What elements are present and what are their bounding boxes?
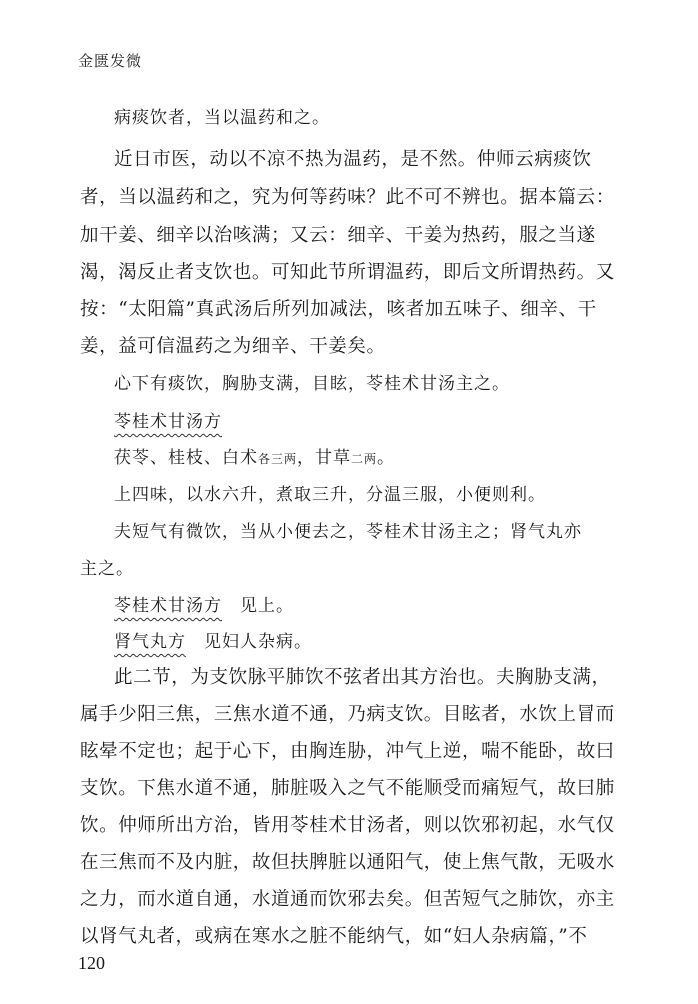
text-line: 在三焦而不及内脏，故但扶脾脏以通阳气，使上焦气散，无吸水 [80, 852, 615, 873]
text-line: 姜，益可信温药之为细辛、干姜矣。 [80, 336, 386, 357]
text-line: 支饮。下焦水道不通，肺脏吸入之气不能顺受而痛短气，故曰肺 [80, 778, 615, 799]
text-line [114, 591, 294, 616]
text-span: 见上。 [222, 596, 294, 616]
text-line: 以肾气丸者，或病在寒水之脏不能纳气，如“妇人杂病篇，”不 [80, 926, 588, 947]
text-span: 见妇人杂病。 [186, 632, 312, 652]
text-line [114, 407, 222, 432]
text-line: 夫短气有微饮，当从小便去之，苓桂术甘汤主之；肾气丸亦 [114, 522, 582, 542]
text-line [114, 627, 312, 652]
text-line [114, 443, 395, 468]
text-line: 按：“太阳篇”真武汤后所列加减法，咳者加五味子、细辛、干 [80, 299, 597, 320]
text-line: 属手少阳三焦，三焦水道不通，乃病支饮。目眩者，水饮上冒而 [80, 704, 615, 725]
dosage-note: 各三两 [258, 452, 298, 466]
text-span: 茯苓、桂枝、白术 [114, 448, 258, 468]
text-line: 者，当以温药和之，究为何等药味？此不可不辨也。据本篇云： [80, 187, 615, 208]
text-line: 饮。仲师所出方治，皆用苓桂术甘汤者，则以饮邪初起，水气仅 [80, 815, 615, 836]
text-line: 病痰饮者，当以温药和之。 [114, 108, 330, 128]
text-span: ，甘草 [297, 448, 352, 468]
text-line: 近日市医，动以不凉不热为温药，是不然。仲师云病痰饮 [114, 149, 592, 170]
text-line: 加干姜、细辛以治咳满；又云：细辛、干姜为热药，服之当遂 [80, 225, 596, 246]
page-number: 120 [78, 953, 105, 973]
text-span: 。 [377, 448, 396, 468]
running-header: 金匮发微 [78, 52, 143, 70]
formula-title: 苓桂术甘汤方 [114, 596, 222, 616]
formula-title: 肾气丸方 [114, 632, 186, 652]
text-line: 渴，渴反止者支饮也。可知此节所谓温药，即后文所谓热药。又 [80, 262, 615, 283]
text-line: 心下有痰饮，胸胁支满，目眩，苓桂术甘汤主之。 [114, 374, 510, 394]
formula-title: 苓桂术甘汤方 [114, 412, 222, 432]
dosage-note: 二两 [351, 452, 378, 466]
text-line: 此二节，为支饮脉平肺饮不弦者出其方治也。夫胸胁支满， [114, 667, 611, 688]
text-line: 上四味，以水六升，煮取三升，分温三服，小便则利。 [114, 485, 546, 505]
text-line: 眩晕不定也；起于心下，由胸连胁，冲气上逆，喘不能卧，故曰 [80, 741, 615, 762]
text-line: 之力，而水道自通，水道通而饮邪去矣。但苦短气之肺饮，亦主 [80, 889, 615, 910]
text-line: 主之。 [80, 559, 134, 579]
